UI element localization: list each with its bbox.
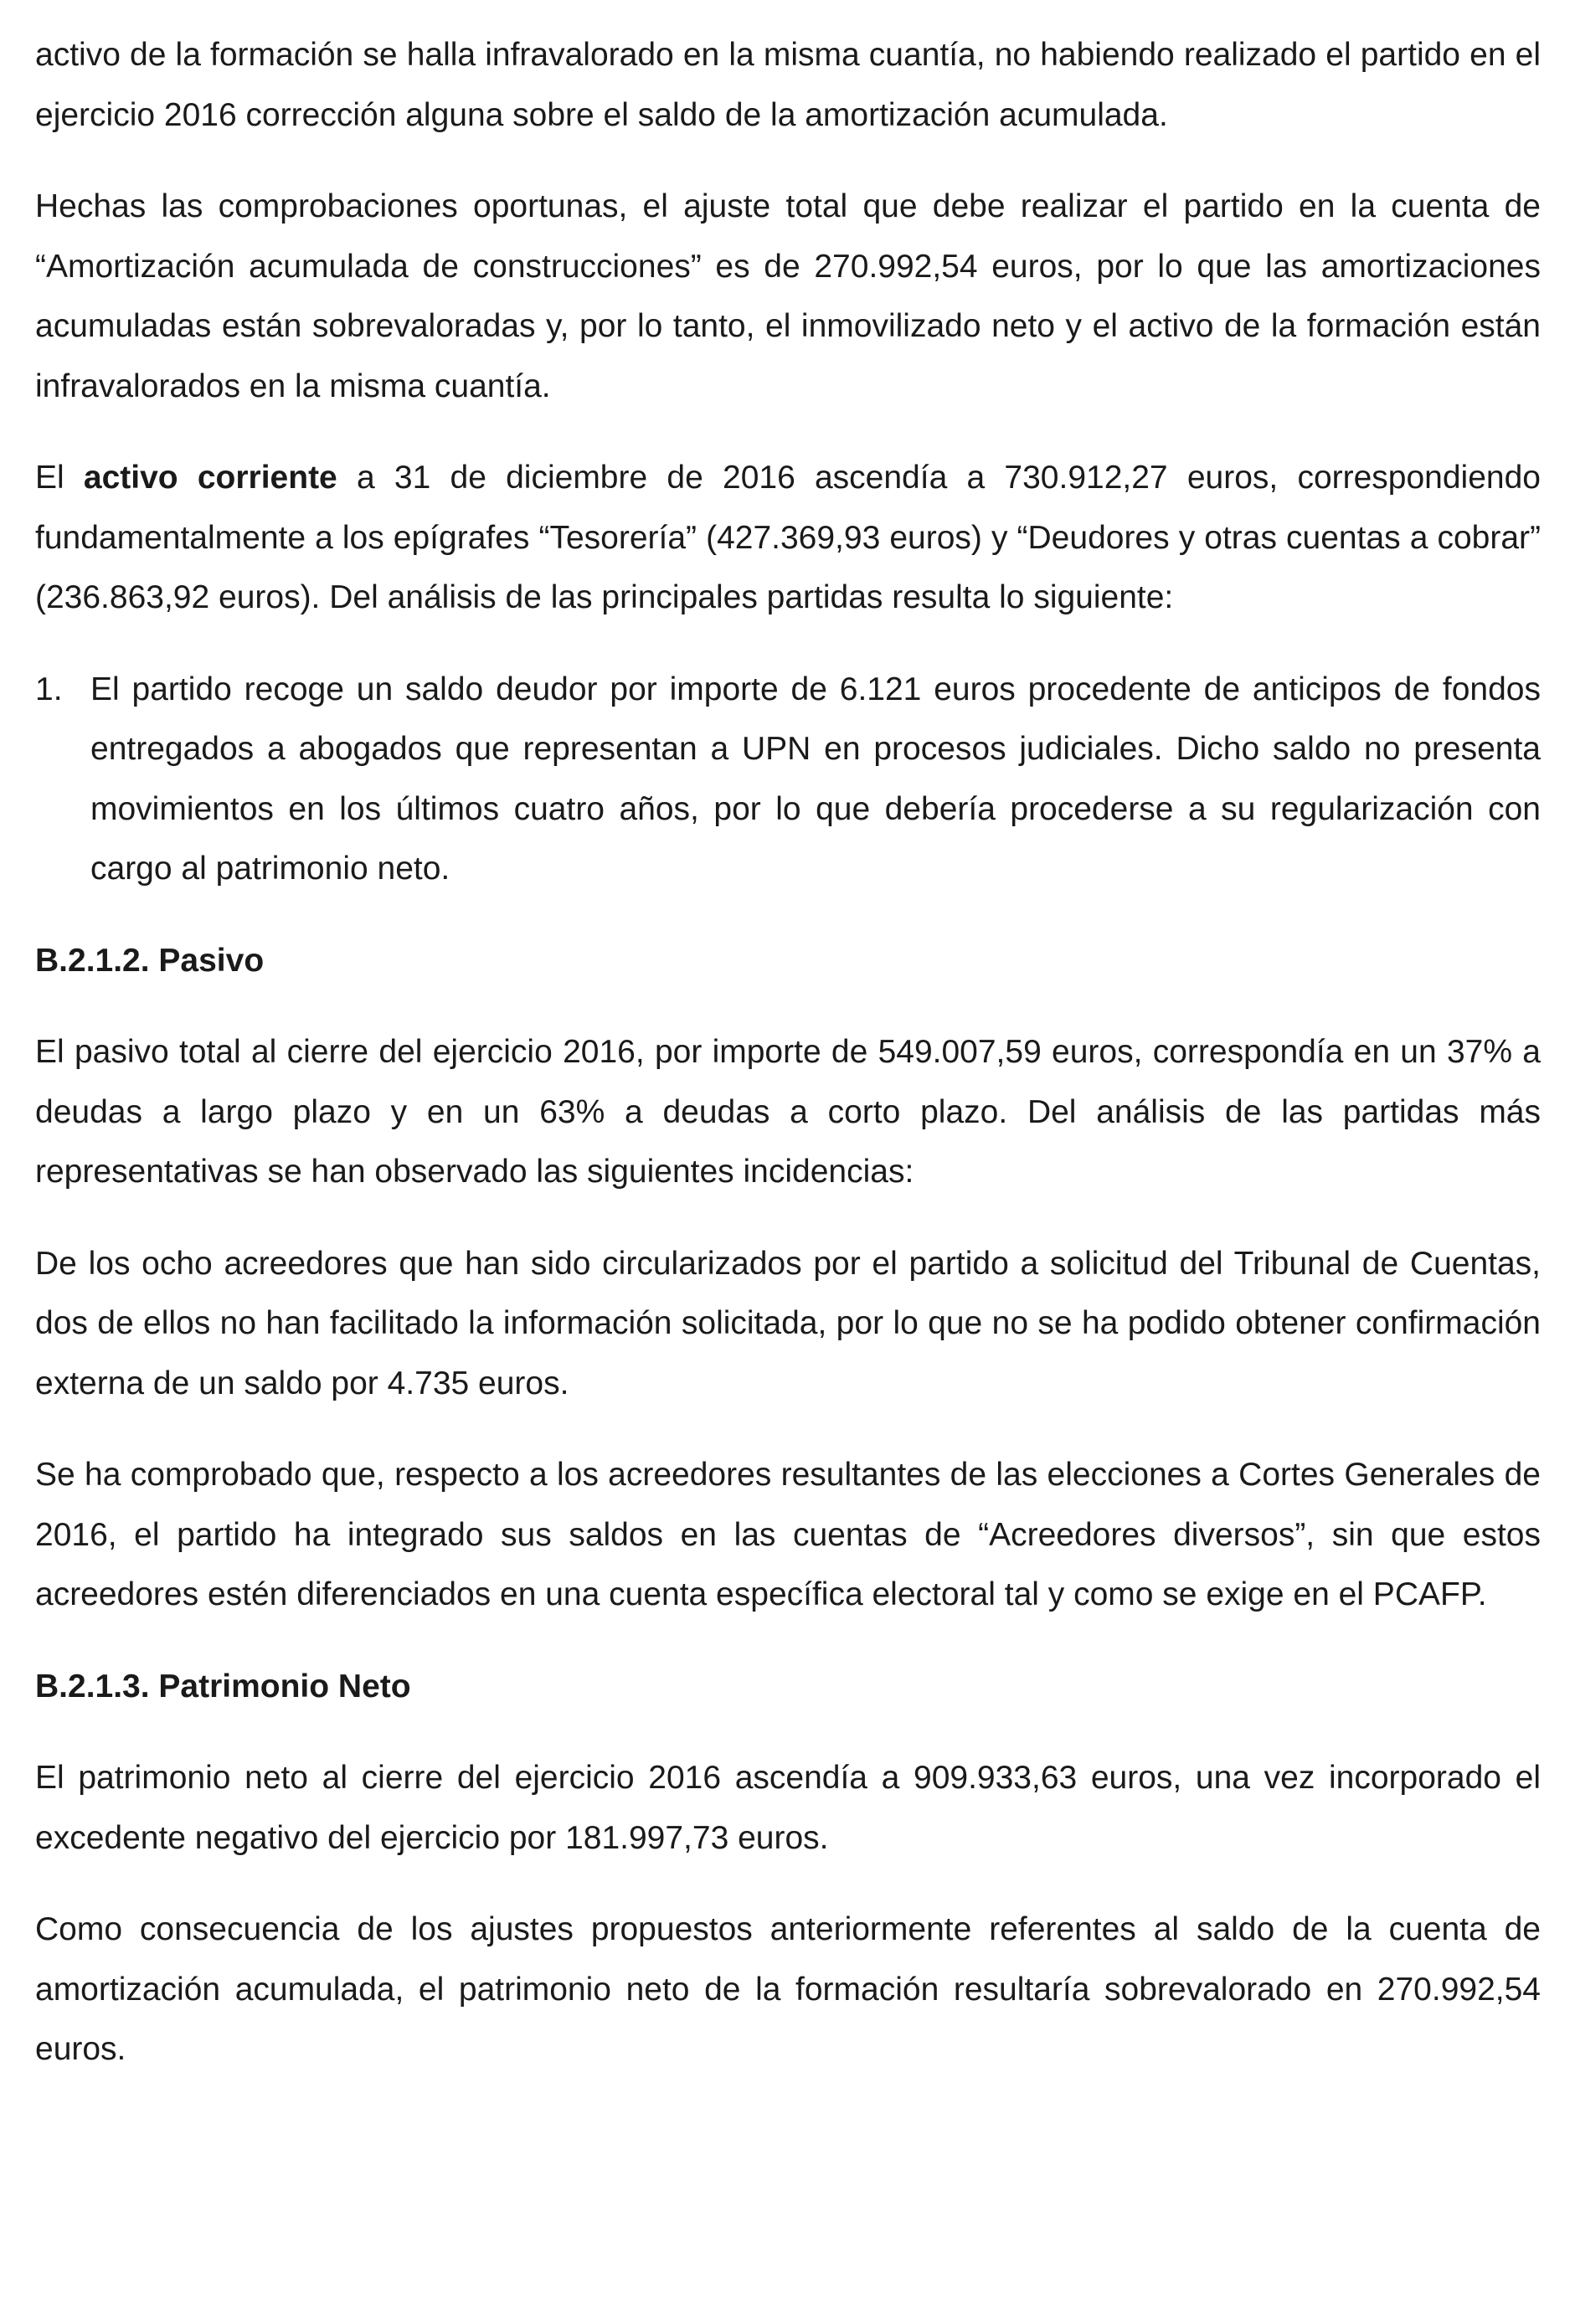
paragraph-consecuencia-ajustes: Como consecuencia de los ajustes propuestos anteriormente referentes al saldo de la cuenta de amortización acumulada, el patrimonio neto de la formación resultaría sobrevalorado en 270.992,54 euros. bbox=[35, 1911, 1541, 2067]
list-item-number: 1. bbox=[35, 671, 63, 707]
document-page bbox=[35, 25, 1541, 2080]
section-heading-pasivo: B.2.1.2. Pasivo bbox=[35, 942, 265, 979]
numbered-list bbox=[35, 660, 1541, 899]
paragraph-activo-corriente bbox=[35, 448, 1541, 628]
section-heading-patrimonio-neto: B.2.1.3. Patrimonio Neto bbox=[35, 1668, 411, 1704]
activo-corriente-rest: a 31 de diciembre de 2016 ascendía a 730.912,27 euros, correspondiendo fundamentalmente a los epígrafes “Tesorería” (427.369,93 euros) y “Deudores y otras cuentas a cobrar” (236.863,92 euros). Del análisis de las principales partidas resulta lo siguiente: bbox=[35, 460, 1541, 615]
paragraph-ajuste-amortizacion: Hechas las comprobaciones oportunas, el ajuste total que debe realizar el partido en la cuenta de “Amortización acumulada de construcciones” es de 270.992,54 euros, por lo que las amortizaciones acumuladas están sobrevaloradas y, por lo tanto, el inmovilizado neto y el activo de la formación están infravalorados en la misma cuantía. bbox=[35, 188, 1541, 404]
paragraph-acreedores-electorales: Se ha comprobado que, respecto a los acreedores resultantes de las elecciones a Cortes Generales de 2016, el partido ha integrado sus saldos en las cuentas de “Acreedores diversos”, sin que estos acreedores estén diferenciados en una cuenta específica electoral tal y como se exige en el PCAFP. bbox=[35, 1457, 1541, 1612]
paragraph-pasivo-total: El pasivo total al cierre del ejercicio 2016, por importe de 549.007,59 euros, correspondía en un 37% a deudas a largo plazo y en un 63% a deudas a corto plazo. Del análisis de las partidas más representativas se han observado las siguientes incidencias: bbox=[35, 1034, 1541, 1190]
paragraph-acreedores-circularizados: De los ocho acreedores que han sido circularizados por el partido a solicitud del Tribunal de Cuentas, dos de ellos no han facilitado la información solicitada, por lo que no se ha podido obtener confirmación externa de un saldo por 4.735 euros. bbox=[35, 1245, 1541, 1401]
paragraph-activo-infravalorado: activo de la formación se halla infravalorado en la misma cuantía, no habiendo realizado el partido en el ejercicio 2016 corrección alguna sobre el saldo de la amortización acumulada. bbox=[35, 37, 1541, 133]
activo-corriente-bold: activo corriente bbox=[83, 460, 337, 496]
list-item-text: El partido recoge un saldo deudor por importe de 6.121 euros procedente de anticipos de fondos entregados a abogados que representan a UPN en procesos judiciales. Dicho saldo no presenta movimientos en los últimos cuatro años, por lo que debería procederse a su regularización con cargo al patrimonio neto. bbox=[90, 671, 1541, 887]
list-item bbox=[35, 660, 1541, 899]
activo-corriente-prefix: El bbox=[35, 460, 84, 496]
paragraph-patrimonio-neto: El patrimonio neto al cierre del ejercicio 2016 ascendía a 909.933,63 euros, una vez incorporado el excedente negativo del ejercicio por 181.997,73 euros. bbox=[35, 1760, 1541, 1856]
